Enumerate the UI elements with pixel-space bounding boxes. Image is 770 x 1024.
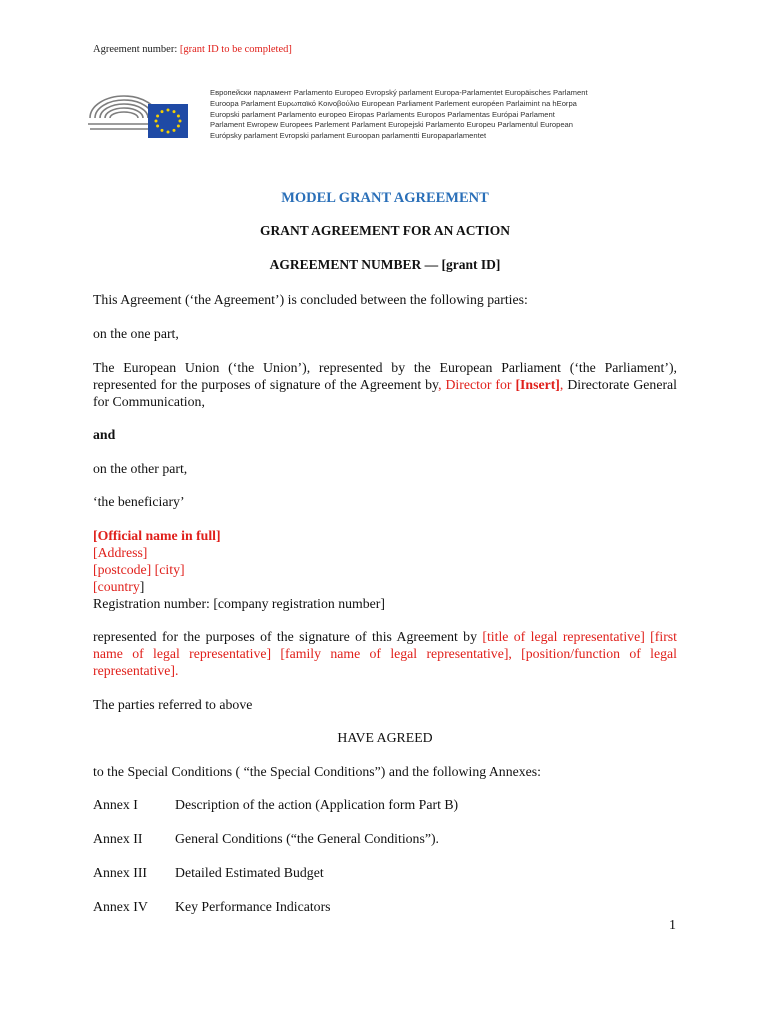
director-for-text: , Director for <box>438 377 516 392</box>
represented-paragraph <box>93 628 677 679</box>
beneficiary-label: ‘the beneficiary’ <box>93 494 185 509</box>
union-paragraph <box>93 359 677 410</box>
language-line: Európsky parlament Evropski parlament Euroopan parlamentti Europaparlamentet <box>210 131 487 141</box>
annex-key: Annex I <box>93 797 138 812</box>
directorate-text: Directorate General for Communication, <box>93 377 677 409</box>
annex-row <box>93 865 324 881</box>
agreement-number-label: Agreement number: <box>93 44 178 55</box>
legal-representative-placeholder: [title of legal representative] [first name of legal representative] [family name of legal representative], [position/function of legal representative]. <box>93 629 677 678</box>
postcode-city-placeholder: [postcode] [city] <box>93 562 185 577</box>
annex-row <box>93 831 439 847</box>
insert-placeholder: [Insert] <box>515 377 560 392</box>
annex-key: Annex III <box>93 865 148 880</box>
country-bracket: ] <box>139 579 145 594</box>
annex-key: Annex II <box>93 831 143 846</box>
parliament-language-names <box>210 88 588 142</box>
language-line: Europski parlament Parlamento europeo Eiropas Parlaments Europos Parlamentas Európai Parlament <box>210 109 555 119</box>
agreement-number-title: AGREEMENT NUMBER — [grant ID] <box>269 257 501 272</box>
union-text: The European Union (‘the Union’), represented by the European Parliament (‘the Parliament’), represented for the purposes of signature of the Agreement by <box>93 360 677 392</box>
agreement-number-header <box>93 44 292 55</box>
page-number: 1 <box>669 918 676 933</box>
annex-row <box>93 797 458 813</box>
annex-value: Detailed Estimated Budget <box>175 865 324 880</box>
country-line <box>93 578 677 595</box>
one-part-paragraph: on the one part, <box>93 326 179 341</box>
annex-key: Annex IV <box>93 899 148 914</box>
union-red-comma: , <box>559 377 564 392</box>
official-name-placeholder: [Official name in full] <box>93 528 221 543</box>
annex-value: General Conditions (“the General Conditions”). <box>175 831 439 846</box>
country-placeholder: [country <box>93 579 140 594</box>
language-line: Европейски парламент Parlamento Europeo Evropský parlament Europa-Parlamentet Europäisches Parlament <box>210 88 588 97</box>
other-part-paragraph: on the other part, <box>93 461 188 476</box>
language-line: Euroopa Parlament Ευρωπαϊκό Κοινοβούλιο European Parliament Parlement européen Parlaimint na hEorpa <box>210 98 577 108</box>
model-title: MODEL GRANT AGREEMENT <box>281 190 489 206</box>
annex-value: Key Performance Indicators <box>175 899 331 914</box>
european-parliament-logo <box>84 82 206 142</box>
have-agreed-heading: HAVE AGREED <box>337 730 433 745</box>
grant-agreement-title: GRANT AGREEMENT FOR AN ACTION <box>259 223 511 238</box>
represented-text: represented for the purposes of the signature of this Agreement by <box>93 629 477 644</box>
and-text: and <box>93 427 116 442</box>
language-line: Parlament Ewropew Europees Parlement Parlament Europejski Parlamento Europeu Parlamentul European <box>210 120 574 130</box>
address-placeholder: [Address] <box>93 545 148 560</box>
annex-row <box>93 899 331 915</box>
beneficiary-details <box>93 527 677 612</box>
special-conditions-paragraph: to the Special Conditions ( “the Special Conditions”) and the following Annexes: <box>93 764 541 779</box>
parties-paragraph: The parties referred to above <box>93 697 253 712</box>
grant-id-placeholder: [grant ID to be completed] <box>179 44 292 55</box>
registration-number: Registration number: [company registration number] <box>93 596 385 611</box>
intro-paragraph: This Agreement (‘the Agreement’) is concluded between the following parties: <box>93 292 528 307</box>
annex-value: Description of the action (Application form Part B) <box>175 797 459 812</box>
